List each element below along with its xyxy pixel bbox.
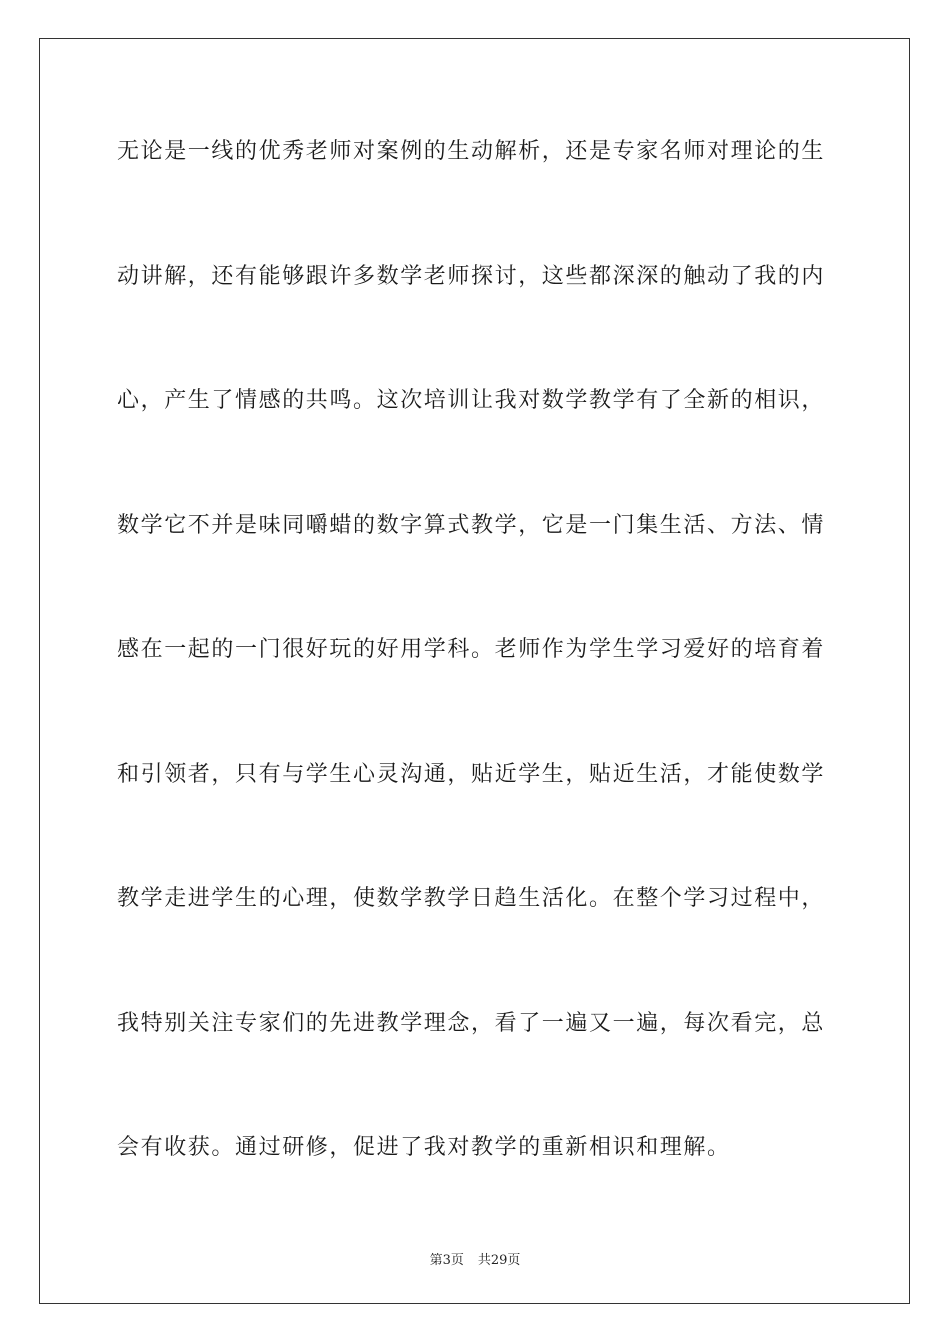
body-text-line: 动讲解，还有能够跟许多数学老师探讨，这些都深深的触动了我的内 [117, 264, 826, 289]
body-text-line: 无论是一线的优秀老师对案例的生动解析，还是专家名师对理论的生 [117, 139, 826, 164]
body-text-line: 会有收获。通过研修，促进了我对教学的重新相识和理解。 [117, 1135, 731, 1160]
body-text-line: 感在一起的一门很好玩的好用学科。老师作为学生学习爱好的培育着 [117, 637, 826, 662]
page-number: 第3页 [429, 1253, 464, 1268]
page-total: 共29页 [477, 1253, 521, 1268]
page-border [39, 38, 910, 1304]
body-text-line: 我特别关注专家们的先进教学理念，看了一遍又一遍，每次看完，总 [117, 1011, 826, 1036]
page-footer [0, 1249, 950, 1268]
body-text-line: 数学它不并是味同嚼蜡的数字算式教学，它是一门集生活、方法、情 [117, 513, 826, 538]
body-text-line: 教学走进学生的心理，使数学教学日趋生活化。在整个学习过程中， [117, 886, 826, 911]
body-text-line: 和引领者，只有与学生心灵沟通，贴近学生，贴近生活，才能使数学 [117, 762, 826, 787]
body-text-line: 心，产生了情感的共鸣。这次培训让我对数学教学有了全新的相识， [117, 388, 826, 413]
